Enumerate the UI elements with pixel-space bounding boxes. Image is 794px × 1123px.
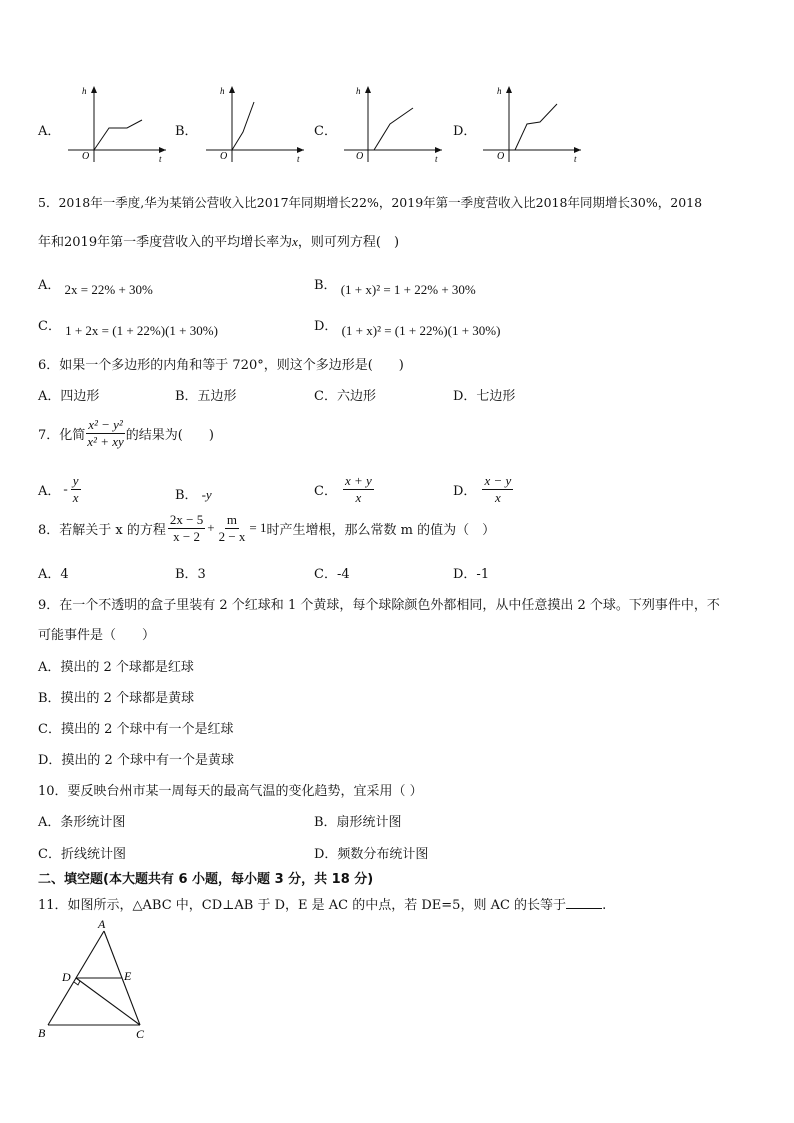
q7-option-d-denominator: x [494,489,501,505]
q4-c-o-label: O [356,151,364,162]
q8-fraction-1 [168,513,205,543]
q7-option-c-denominator: x [355,489,362,505]
q11-answer-blank[interactable] [566,896,602,909]
q4-graph-c [338,82,448,164]
q8-fraction-2-denominator: 2 − x [218,528,246,544]
q11-triangle-figure [30,915,160,1045]
q5-stem-line2 [38,231,399,250]
q5-option-a-expr: 2x = 22% + 30% [64,282,153,297]
q7-option-a-denominator: x [72,489,79,505]
q4-option-c-label: C． [314,124,337,139]
q7-option-b [175,484,212,503]
q10-stem: 10．要反映台州市某一周每天的最高气温的变化趋势，宜采用（ ） [38,784,423,799]
q8-suffix: 时产生增根，那么常数 m 的值为（ ） [266,522,496,538]
q7-stem [38,418,214,448]
q4-d-t-label: t [574,154,577,164]
q10-option-b: B．扇形统计图 [314,815,402,830]
q7-option-a-sign: - [63,481,68,497]
q7-option-c [314,474,374,504]
q5-option-b-label: B． [314,278,337,293]
q4-a-t-label: t [159,154,162,164]
q7-fraction-numerator: x² − y² [88,417,123,432]
q8-equals: = 1 [249,520,267,536]
q4-graph-d [477,82,587,164]
q11-stem-end: . [602,898,607,913]
q7-option-c-fraction [343,474,374,504]
q5-option-c-label: C． [38,319,61,334]
q10-option-d: D．频数分布统计图 [314,847,429,862]
q5-option-d [314,315,501,338]
q7-fraction-denominator: x² + xy [87,433,124,449]
q9-option-c: C．摸出的 2 个球中有一个是红球 [38,722,234,737]
q8-prefix: 8．若解关于 x 的方程 [38,522,166,538]
q7-option-a-numerator: y [72,473,79,488]
q4-a-o-label: O [82,151,90,162]
q8-option-d: D．-1 [453,567,490,582]
q9-stem-line1: 9．在一个不透明的盒子里装有 2 个红球和 1 个黄球，每个球除颜色外都相同，从中任意摸出 2 个球。下列事件中，不 [38,598,720,613]
q4-option-d-label: D． [453,124,477,139]
q4-c-t-label: t [435,154,438,164]
q4-b-h-label: h [220,86,225,96]
q5-option-d-expr: (1 + x)² = (1 + 22%)(1 + 30%) [341,323,501,338]
q10-option-a: A．条形统计图 [38,815,126,830]
q11-label-d: D [62,970,71,984]
q7-prefix: 7．化简 [38,427,86,443]
q8-stem [38,513,495,543]
q7-option-c-label: C． [314,483,337,499]
q4-option-b-label: B． [175,124,198,139]
q4-d-o-label: O [497,151,505,162]
q6-option-d: D．七边形 [453,389,516,404]
q4-b-o-label: O [220,151,228,162]
q5-stem-text-b: ，则可列方程( ) [297,235,400,250]
q5-option-a [38,274,153,297]
q8-option-b: B．3 [175,567,206,582]
q5-option-b [314,274,476,297]
q10-option-c: C．折线统计图 [38,847,126,862]
q11-label-a: A [98,917,106,931]
q7-option-d-label: D． [453,483,477,499]
q4-option-a-label: A． [38,124,61,139]
q6-option-b: B．五边形 [175,389,237,404]
q8-fraction-2-numerator: m [226,512,238,527]
q9-option-d: D．摸出的 2 个球中有一个是黄球 [38,753,234,768]
q5-option-c [38,315,218,338]
q7-suffix: 的结果为( ) [125,427,214,443]
q8-option-a: A．4 [38,567,69,582]
q5-variable: x [292,234,298,249]
q7-option-d-fraction [482,474,513,504]
q11-stem [38,894,606,913]
q5-stem-text-a: 年和2019年第一季度营收入的平均增长率为 [38,235,293,250]
q5-option-b-expr: (1 + x)² = 1 + 22% + 30% [340,282,476,297]
q8-plus-sign: + [207,520,215,536]
q6-stem: 6．如果一个多边形的内角和等于 720°，则这个多边形是( ) [38,358,404,373]
q7-option-d-numerator: x − y [484,473,512,488]
q7-option-a [38,474,81,504]
q8-option-c: C．-4 [314,567,350,582]
q7-option-a-fraction [71,474,81,504]
q5-stem-line1: 5．2018年一季度,华为某销公营收入比2017年同期增长22%，2019年第一季度营收入比2018年同期增长30%，2018 [38,195,703,210]
q5-option-d-label: D． [314,319,338,334]
q4-b-t-label: t [297,154,300,164]
q9-option-a: A．摸出的 2 个球都是红球 [38,660,194,675]
q4-d-h-label: h [497,86,502,96]
q11-label-e: E [124,969,132,983]
q9-stem-line2: 可能事件是（ ） [38,628,156,643]
q6-option-a: A．四边形 [38,389,100,404]
q11-label-c: C [136,1027,145,1041]
q9-option-b: B．摸出的 2 个球都是黄球 [38,691,195,706]
q7-option-d [453,474,513,504]
q7-option-a-label: A． [38,483,61,499]
q7-option-c-numerator: x + y [344,473,372,488]
q8-fraction-2 [217,513,248,543]
q7-option-b-label: B． [175,488,198,503]
q8-fraction-1-denominator: x − 2 [173,528,200,544]
q8-fraction-1-numerator: 2x − 5 [169,512,204,527]
q11-stem-text: 11．如图所示，△ABC 中，CD⊥AB 于 D，E 是 AC 的中点，若 DE=5，则 AC 的长等于 [38,898,567,913]
q5-option-a-label: A． [38,278,61,293]
q4-c-h-label: h [356,86,361,96]
section-2-heading: 二、填空题(本大题共有 6 小题，每小题 3 分，共 18 分) [38,872,374,887]
q4-graph-b [200,82,310,164]
q5-option-c-expr: 1 + 2x = (1 + 22%)(1 + 30%) [65,323,218,338]
q7-fraction [85,418,125,448]
q6-option-c: C．六边形 [314,389,376,404]
q4-a-h-label: h [82,86,87,96]
q11-label-b: B [38,1026,46,1040]
q7-option-b-expr: -y [201,487,212,502]
q4-graph-a [62,82,172,164]
